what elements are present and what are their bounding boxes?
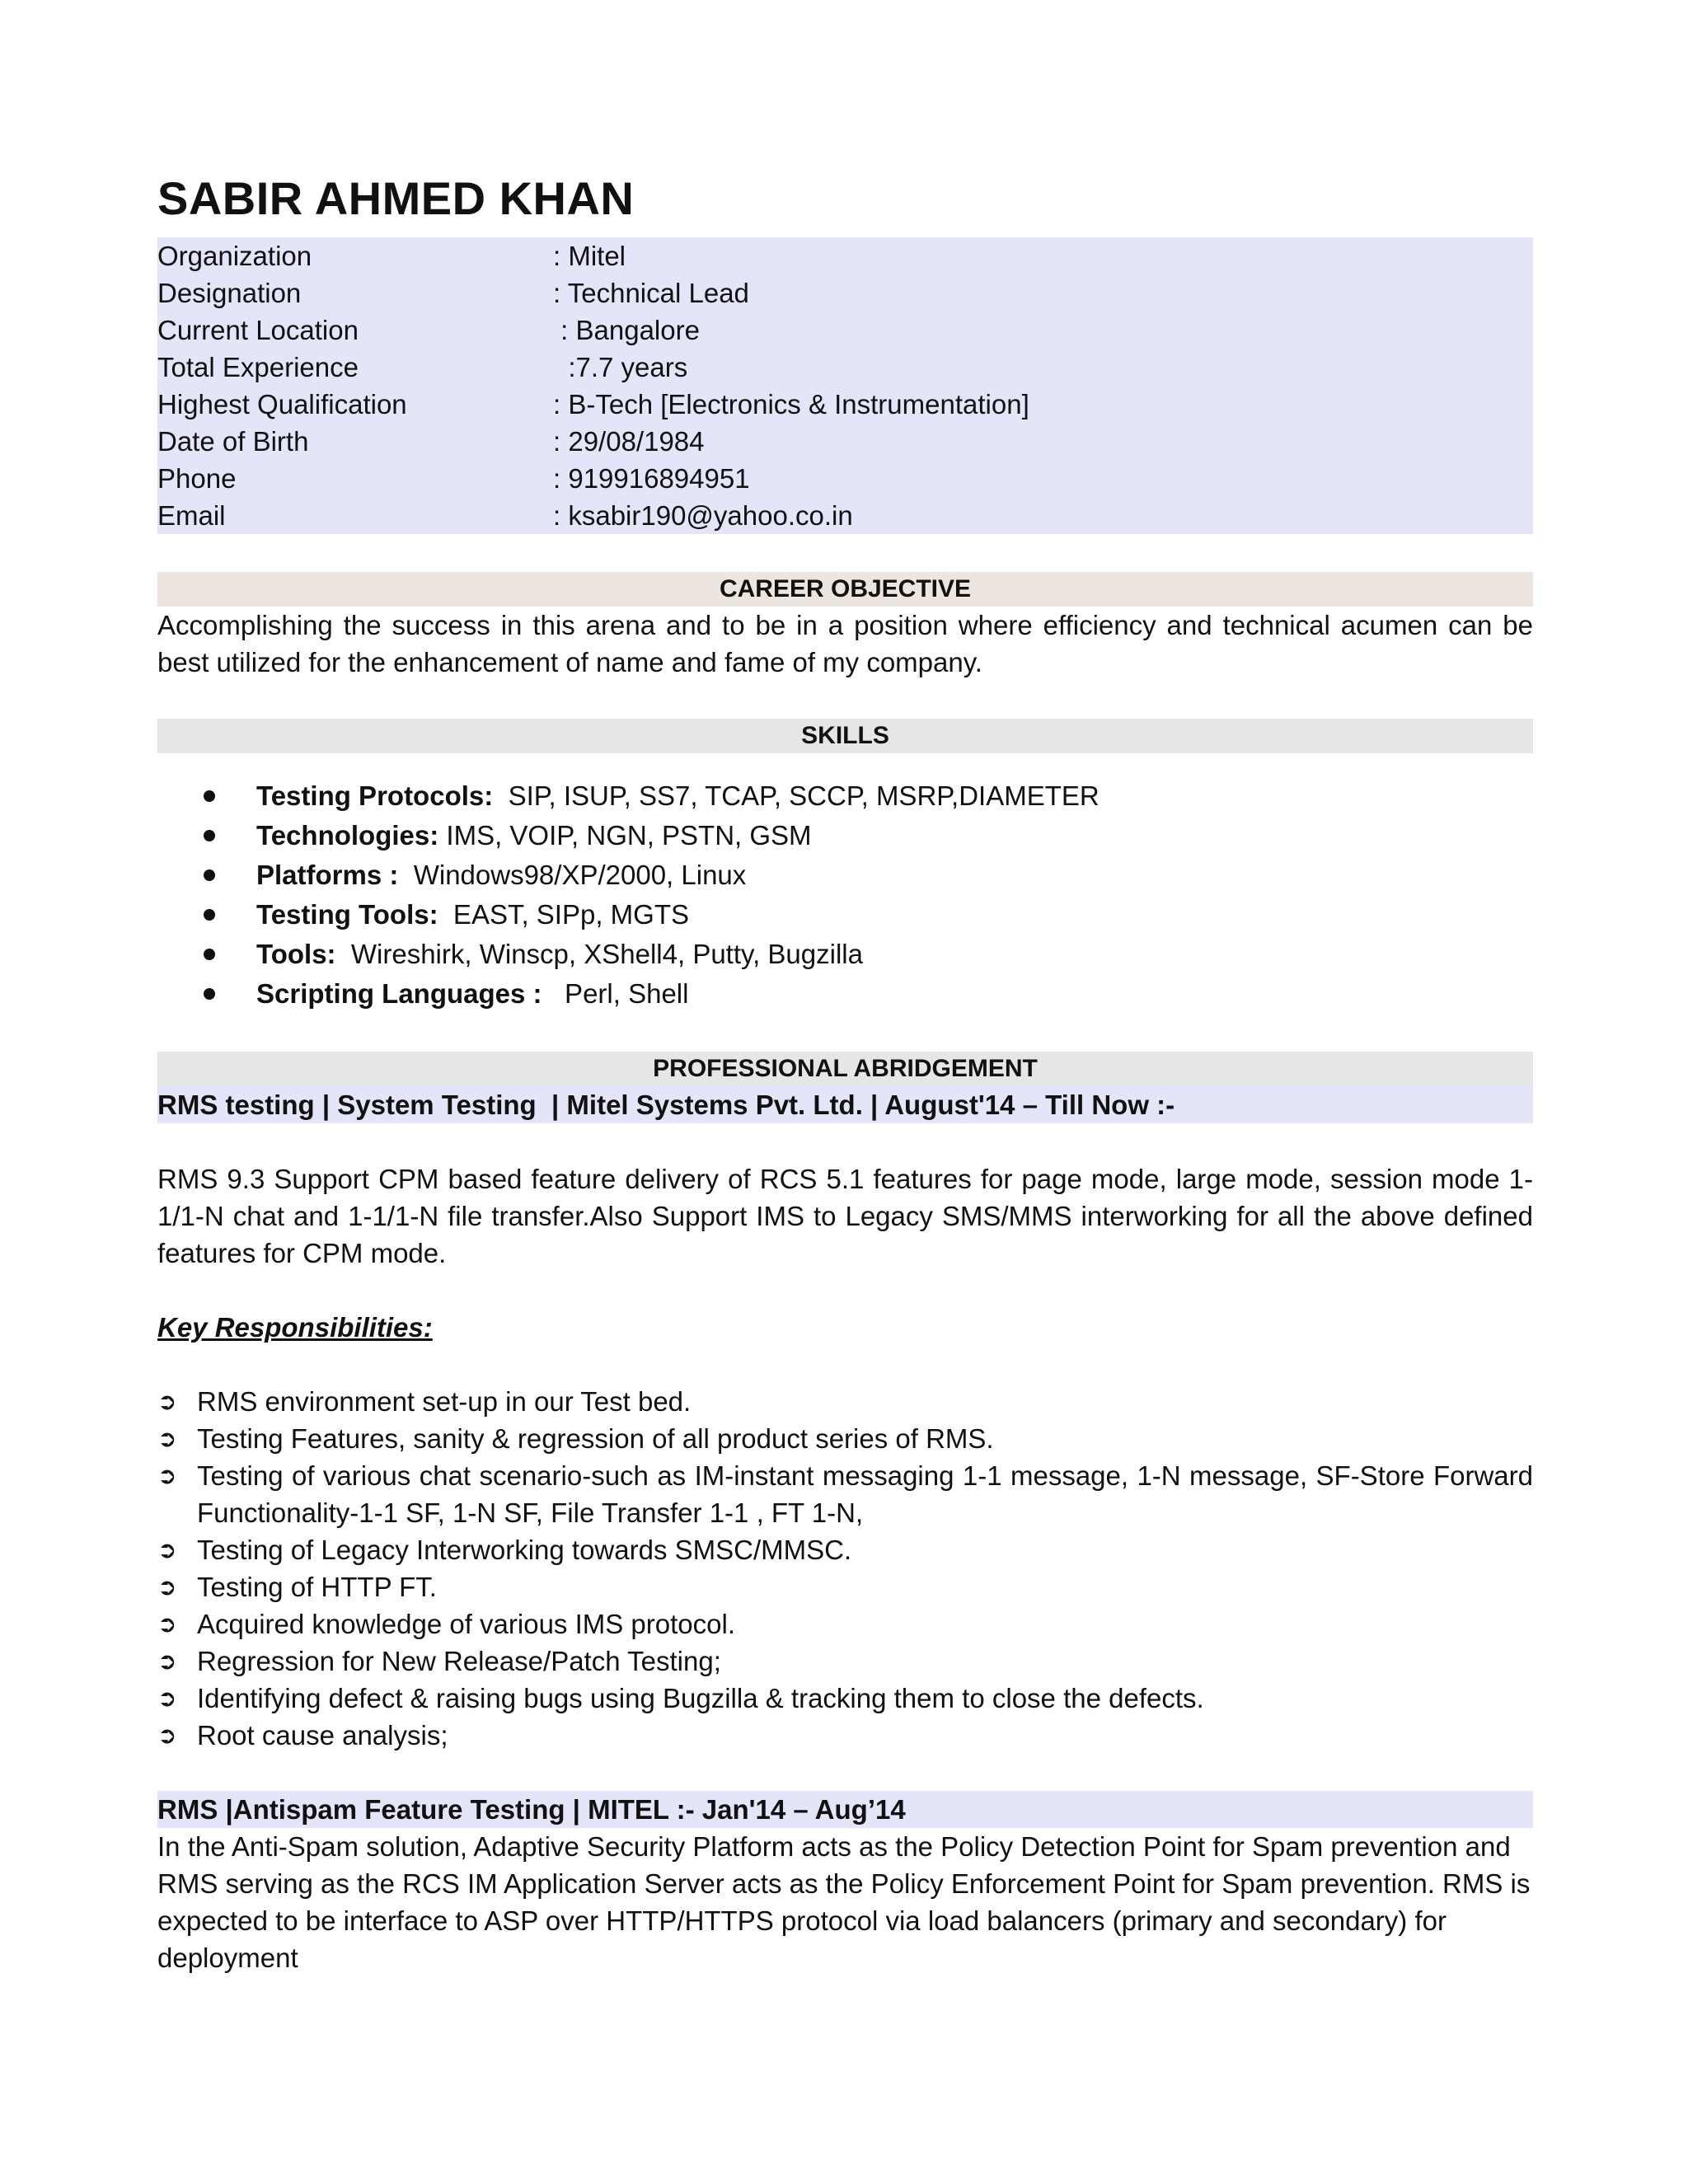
info-row <box>157 386 1533 423</box>
info-value: : B-Tech [Electronics & Instrumentation] <box>553 388 1029 419</box>
job-summary: In the Anti-Spam solution, Adaptive Security Platform acts as the Policy Detection Point for Spam prevention and RMS serving as the RCS IM Application Server acts as the Policy Enforcement Point for Spam prevention. RMS is expected to be interface to ASP over HTTP/HTTPS protocol via load balancers (primary and secondary) for deployment <box>157 1831 1531 1973</box>
responsibility-item <box>157 1420 1533 1457</box>
arrow-bullet-icon: ➲ <box>157 1388 177 1415</box>
responsibility-item <box>157 1383 1533 1420</box>
info-value: : Technical Lead <box>553 277 749 308</box>
responsibility-text: Testing of HTTP FT. <box>197 1572 437 1602</box>
info-label: Phone <box>157 462 237 494</box>
career-objective-heading: CAREER OBJECTIVE <box>157 572 1533 607</box>
responsibility-item <box>157 1717 1533 1754</box>
skill-item <box>157 974 1533 1014</box>
skill-item <box>157 855 1533 895</box>
skill-label: Platforms : <box>256 860 399 890</box>
info-label: Current Location <box>157 314 359 345</box>
info-value: : Mitel <box>553 240 626 271</box>
responsibility-item <box>157 1568 1533 1605</box>
info-row <box>157 497 1533 534</box>
bullet-icon <box>204 909 215 921</box>
bullet-icon <box>204 830 215 841</box>
skill-label: Technologies: <box>256 820 439 851</box>
arrow-bullet-icon: ➲ <box>157 1722 177 1749</box>
responsibility-text: Acquired knowledge of various IMS protocol. <box>197 1609 736 1639</box>
info-value: :7.7 years <box>553 351 688 382</box>
info-value: : 29/08/1984 <box>553 425 705 457</box>
responsibility-item <box>157 1643 1533 1680</box>
responsibility-text: Testing of Legacy Interworking towards SMSC/MMSC. <box>197 1535 852 1565</box>
bullet-icon <box>204 949 215 960</box>
skill-item <box>157 776 1533 816</box>
personal-info-table <box>157 237 1533 534</box>
skill-value: Perl, Shell <box>542 978 689 1009</box>
info-row <box>157 423 1533 460</box>
arrow-bullet-icon: ➲ <box>157 1425 177 1452</box>
arrow-bullet-icon: ➲ <box>157 1685 177 1712</box>
info-value: : 919916894951 <box>553 462 750 494</box>
info-label: Organization <box>157 240 312 271</box>
responsibility-text: RMS environment set-up in our Test bed. <box>197 1386 692 1417</box>
info-row <box>157 312 1533 349</box>
responsibility-item <box>157 1680 1533 1717</box>
info-label: Designation <box>157 277 302 308</box>
info-row <box>157 274 1533 312</box>
skill-value: EAST, SIPp, MGTS <box>438 899 690 930</box>
skill-value: SIP, ISUP, SS7, TCAP, SCCP, MSRP,DIAMETER <box>493 780 1100 811</box>
skill-label: Scripting Languages : <box>256 978 542 1009</box>
candidate-name: SABIR AHMED KHAN <box>157 172 635 224</box>
responsibility-item <box>157 1531 1533 1568</box>
info-value: : Bangalore <box>553 314 700 345</box>
career-objective-text: Accomplishing the success in this arena and to be in a position where efficiency and technical acumen can be best utilized for the enhancement of name and fame of my company. <box>157 610 1533 677</box>
skills-heading: SKILLS <box>157 719 1533 753</box>
bullet-icon <box>204 869 215 881</box>
skills-list <box>157 776 1533 1014</box>
skill-item <box>157 816 1533 855</box>
arrow-bullet-icon: ➲ <box>157 1610 177 1638</box>
info-label: Email <box>157 499 226 531</box>
responsibility-item <box>157 1605 1533 1643</box>
responsibility-text: Testing of various chat scenario-such as IM-instant messaging 1-1 message, 1-N message, SF-Store Forward Functionality-1-1 SF, 1-N SF, File Transfer 1-1 , FT 1-N, <box>197 1460 1533 1528</box>
email-value: : ksabir190@yahoo.co.in <box>553 499 853 531</box>
info-label: Highest Qualification <box>157 388 407 419</box>
skill-label: Testing Protocols: <box>256 780 494 811</box>
info-row <box>157 237 1533 274</box>
arrow-bullet-icon: ➲ <box>157 1462 177 1489</box>
info-row <box>157 349 1533 386</box>
responsibility-text: Root cause analysis; <box>197 1720 448 1750</box>
responsibility-item <box>157 1457 1533 1531</box>
responsibilities-list <box>157 1383 1533 1754</box>
skill-label: Testing Tools: <box>256 899 438 930</box>
responsibility-text: Testing Features, sanity & regression of all product series of RMS. <box>197 1423 994 1454</box>
skill-value: Wireshirk, Winscp, XShell4, Putty, Bugzilla <box>335 939 863 969</box>
responsibility-text: Identifying defect & raising bugs using Bugzilla & tracking them to close the defects. <box>197 1683 1204 1713</box>
resume-content <box>157 163 1533 1976</box>
job-summary: RMS 9.3 Support CPM based feature delivery of RCS 5.1 features for page mode, large mode, session mode 1-1/1-N chat and 1-1/1-N file transfer.Also Support IMS to Legacy SMS/MMS interworking for all the above defined features for CPM mode. <box>157 1164 1533 1268</box>
info-label: Total Experience <box>157 351 359 382</box>
bullet-icon <box>204 790 215 802</box>
key-responsibilities-title: Key Responsibilities: <box>157 1312 433 1343</box>
skill-label: Tools: <box>256 939 336 969</box>
skill-value: Windows98/XP/2000, Linux <box>398 860 747 890</box>
job-heading: RMS testing | System Testing | Mitel Systems Pvt. Ltd. | August'14 – Till Now :- <box>157 1086 1533 1123</box>
professional-heading: PROFESSIONAL ABRIDGEMENT <box>157 1052 1533 1086</box>
arrow-bullet-icon: ➲ <box>157 1647 177 1675</box>
skill-value: IMS, VOIP, NGN, PSTN, GSM <box>438 820 812 851</box>
arrow-bullet-icon: ➲ <box>157 1573 177 1601</box>
job-heading: RMS |Antispam Feature Testing | MITEL :- Jan'14 – Aug’14 <box>157 1791 1533 1828</box>
responsibility-text: Regression for New Release/Patch Testing; <box>197 1646 721 1676</box>
info-label: Date of Birth <box>157 425 309 457</box>
bullet-icon <box>204 988 215 1000</box>
arrow-bullet-icon: ➲ <box>157 1536 177 1563</box>
info-row <box>157 460 1533 497</box>
skill-item <box>157 895 1533 935</box>
skill-item <box>157 935 1533 974</box>
